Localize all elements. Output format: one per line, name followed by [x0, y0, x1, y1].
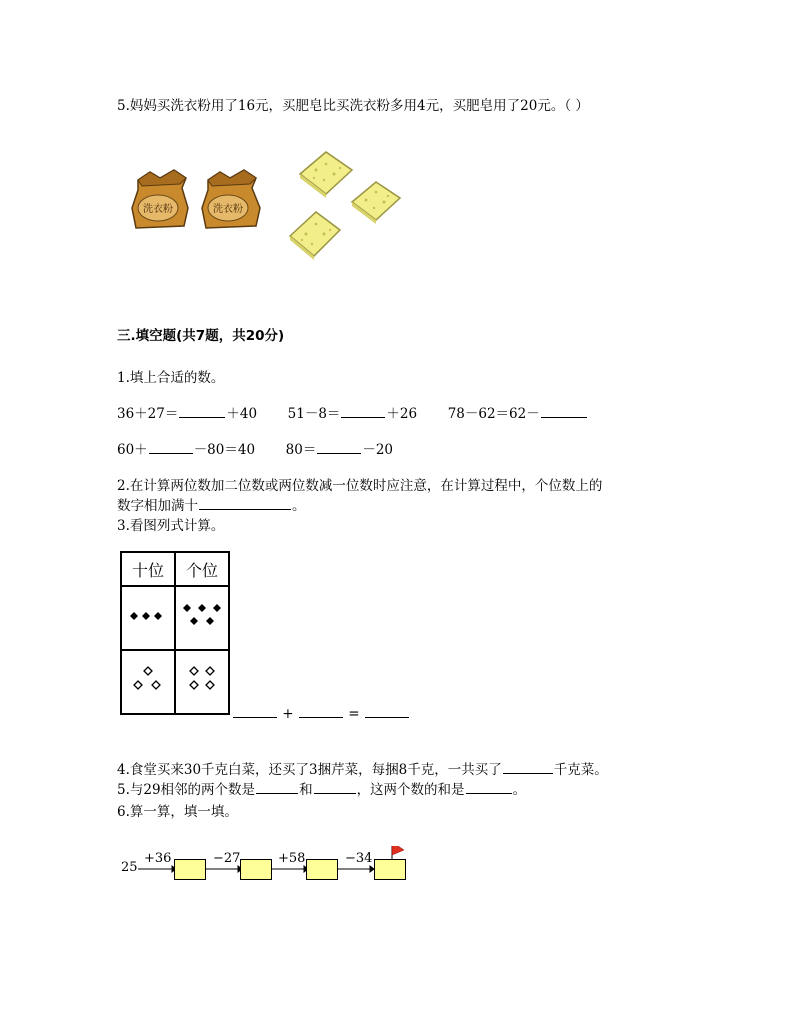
place-value-table — [120, 551, 230, 715]
fill-question-2-text: 数字相加满十 — [117, 498, 198, 514]
equation-a-left: 36＋27＝ — [117, 406, 179, 422]
soap-bar-image-2 — [348, 178, 404, 226]
hollow-dots — [130, 665, 166, 695]
answer-blank[interactable] — [233, 705, 277, 718]
fill-question-2-line-2 — [117, 494, 306, 514]
equation-b-left: 51－8＝ — [287, 406, 341, 422]
plus-sign: + — [282, 706, 294, 722]
fill-question-5-text-a: 5.与29相邻的两个数是 — [117, 782, 256, 798]
answer-blank[interactable] — [466, 781, 512, 794]
answer-blank[interactable] — [503, 761, 553, 774]
answer-blank[interactable] — [256, 781, 298, 794]
question-5-text: 5.妈妈买洗衣粉用了16元，买肥皂比买洗衣粉多用4元，买肥皂用了20元。（ ） — [117, 98, 589, 114]
fill-question-2-line-1: 2.在计算两位数加二位数或两位数减一位数时应注意，在计算过程中，个位数上的 — [117, 478, 603, 494]
soap-bar-image-3 — [286, 206, 344, 262]
answer-blank[interactable] — [149, 441, 193, 454]
ones-header: 个位 — [175, 552, 229, 586]
chain-op-2: −27 — [213, 851, 241, 866]
chain-answer-box-1[interactable] — [174, 859, 206, 880]
fill-question-1-title: 1.填上合适的数。 — [117, 370, 225, 386]
fill-question-4-text: 4.食堂买来30千克白菜，还买了3捆芹菜，每捆8千克，一共买了 — [117, 762, 502, 778]
chain-answer-box-2[interactable] — [240, 859, 272, 880]
equation-d-mid: －80＝40 — [193, 442, 256, 458]
answer-blank[interactable] — [199, 497, 291, 510]
fill-question-4-end: 千克菜。 — [553, 762, 608, 778]
detergent-bag-label: 洗衣粉 — [213, 204, 243, 215]
fill-question-5 — [117, 778, 526, 798]
chain-start-number: 25 — [121, 860, 138, 875]
chain-op-1: +36 — [144, 851, 172, 866]
fill-question-3-title: 3.看图列式计算。 — [117, 518, 225, 534]
filled-dots — [180, 601, 224, 631]
detergent-bag-image-2 — [200, 168, 264, 232]
equals-sign: = — [348, 706, 360, 722]
equation-c-left: 78－62＝62－ — [447, 406, 540, 422]
chain-answer-box-4[interactable] — [374, 859, 406, 880]
tens-cell-filled-dots — [121, 586, 175, 650]
soap-bar-image-1 — [296, 148, 356, 198]
hollow-dots — [184, 665, 220, 695]
answer-blank[interactable] — [365, 705, 409, 718]
answer-blank[interactable] — [317, 441, 361, 454]
red-flag-icon — [392, 846, 404, 855]
fill-question-6-title: 6.算一算，填一填。 — [117, 804, 238, 820]
answer-blank[interactable] — [341, 405, 385, 418]
equation-d-left: 60＋ — [117, 442, 148, 458]
equation-e-right: －20 — [362, 442, 394, 458]
fill-question-4 — [117, 758, 608, 778]
tens-cell-hollow-dots — [121, 650, 175, 714]
filled-dots — [128, 609, 168, 623]
chain-answer-box-3[interactable] — [306, 859, 338, 880]
answer-blank[interactable] — [299, 705, 343, 718]
equation-e-left: 80＝ — [285, 442, 317, 458]
fill-question-5-text-d: 。 — [512, 782, 527, 798]
ones-cell-filled-dots — [175, 586, 229, 650]
ones-cell-hollow-dots — [175, 650, 229, 714]
fill-question-3-equation — [232, 705, 410, 722]
section-3-title: 三.填空题(共7题，共20分) — [117, 328, 285, 344]
tens-header: 十位 — [121, 552, 175, 586]
fill-question-2-end: 。 — [292, 498, 306, 514]
fill-question-1-row-2 — [117, 438, 393, 458]
chain-op-4: −34 — [345, 851, 373, 866]
detergent-bag-label: 洗衣粉 — [143, 204, 173, 215]
fill-question-5-text-c: ，这两个数的和是 — [356, 782, 465, 798]
answer-blank[interactable] — [179, 405, 225, 418]
chain-op-3: +58 — [278, 851, 306, 866]
fill-question-1-row-1 — [117, 402, 588, 422]
answer-blank[interactable] — [541, 405, 587, 418]
fill-question-5-text-b: 和 — [299, 782, 313, 798]
equation-b-right: ＋26 — [386, 406, 418, 422]
answer-blank[interactable] — [314, 781, 356, 794]
equation-a-right: ＋40 — [226, 406, 258, 422]
detergent-bag-image-1 — [130, 168, 192, 232]
